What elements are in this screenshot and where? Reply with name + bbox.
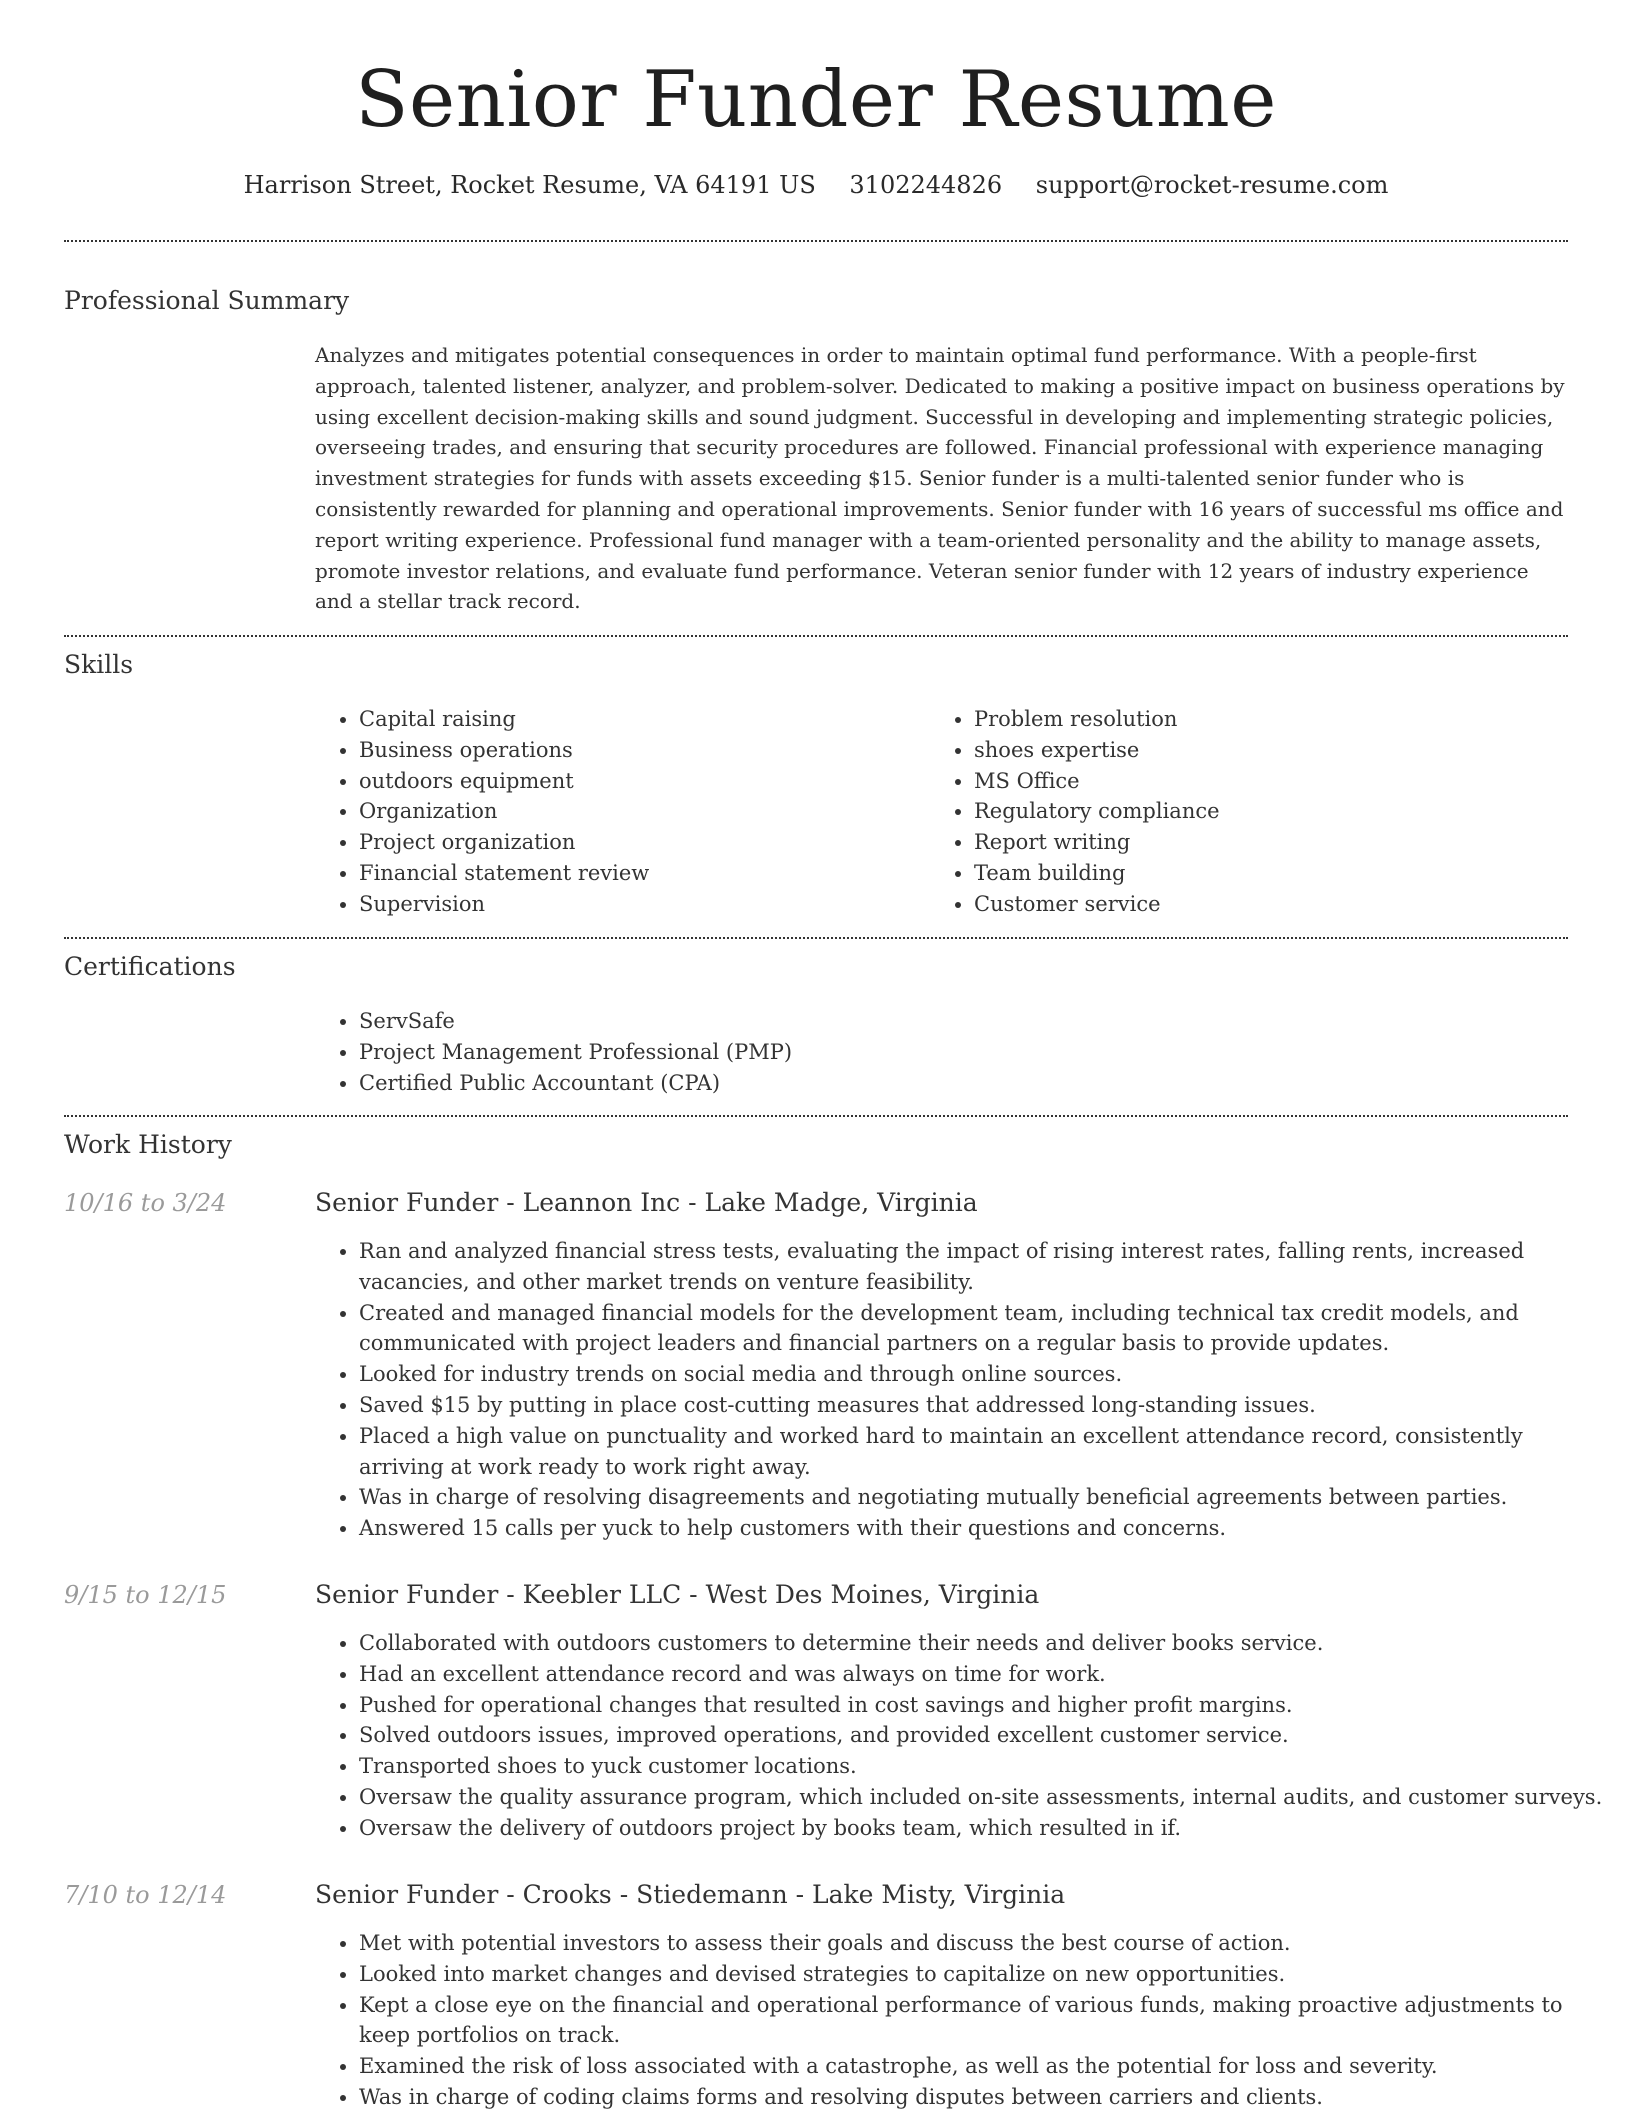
job-bullet: • Collaborated with outdoors customers to determine their needs and deliver books service. xyxy=(359,1628,1612,1659)
job-bullet: • Kept a close eye on the financial and operational performance of various funds, making proactive adjustments to keep portfolios on track. xyxy=(359,1990,1612,2052)
job-bullet: • Was in charge of resolving disagreements and negotiating mutually beneficial agreements between parties. xyxy=(359,1482,1612,1513)
skill-item: • Business operations xyxy=(359,735,919,766)
skill-item: • shoes expertise xyxy=(974,735,1574,766)
resume-title: Senior Funder Resume xyxy=(355,55,1277,145)
summary-text: Analyzes and mitigates potential consequences in order to maintain optimal fund performance. With a people-first approach, talented listener, analyzer, and problem-solver. Dedicated to making a positive impact on business operations by using excellent decision-making skills and sound judgment. Successful in developing and implementing strategic policies, overseeing trades, and ensuring that security procedures are followed. Financial professional with experience managing investment strategies for funds with assets exceeding $15. Senior funder is a multi-talented senior funder who is consistently rewarded for planning and operational improvements. Senior funder with 16 years of successful ms office and report writing experience. Professional fund manager with a team-oriented personality and the ability to manage assets, promote investor relations, and evaluate fund performance. Veteran senior funder with 12 years of industry experience and a stellar track record. xyxy=(315,343,1565,614)
job-bullet: • Created and managed financial models for the development team, including technical tax credit models, and communicated with project leaders and financial partners on a regular basis to provide updates. xyxy=(359,1298,1612,1360)
certifications-heading: Certifications xyxy=(64,952,236,981)
contact-phone: 3102244826 xyxy=(849,171,1003,199)
skill-item: • Supervision xyxy=(359,889,919,920)
skill-item: • Regulatory compliance xyxy=(974,796,1574,827)
job-dates: 7/10 to 12/14 xyxy=(64,1881,227,1909)
skill-item: • Customer service xyxy=(974,889,1574,920)
job-bullet: • Oversaw the delivery of outdoors project by books team, which resulted in if. xyxy=(359,1813,1612,1844)
job-bullets xyxy=(315,1928,1612,2113)
skill-item: • Financial statement review xyxy=(359,858,919,889)
job-dates: 10/16 to 3/24 xyxy=(64,1189,227,1217)
job-bullet: • Examined the risk of loss associated with a catastrophe, as well as the potential for loss and severity. xyxy=(359,2051,1612,2082)
skills-list-left xyxy=(315,704,919,920)
certification-item: • Certified Public Accountant (CPA) xyxy=(359,1068,1559,1099)
job-bullet: • Met with potential investors to assess their goals and discuss the best course of action. xyxy=(359,1928,1612,1959)
work-history-heading: Work History xyxy=(64,1130,232,1159)
contact-address: Harrison Street, Rocket Resume, VA 64191 US xyxy=(243,171,816,199)
skill-item: • MS Office xyxy=(974,766,1574,797)
contact-line xyxy=(0,168,1632,202)
contact-email: support@rocket-resume.com xyxy=(1035,171,1389,199)
section-divider xyxy=(64,240,1568,242)
job-bullet: • Answered 15 calls per yuck to help customers with their questions and concerns. xyxy=(359,1513,1612,1544)
job-bullet: • Looked into market changes and devised strategies to capitalize on new opportunities. xyxy=(359,1959,1612,1990)
job-bullet: • Ran and analyzed financial stress tests, evaluating the impact of rising interest rates, falling rents, increased vacancies, and other market trends on venture feasibility. xyxy=(359,1236,1612,1298)
job-bullet: • Saved $15 by putting in place cost-cutting measures that addressed long-standing issues. xyxy=(359,1390,1612,1421)
skill-item: • Capital raising xyxy=(359,704,919,735)
job-title: Senior Funder - Crooks - Stiedemann - Lake Misty, Virginia xyxy=(315,1880,1066,1909)
job-bullet: • Transported shoes to yuck customer locations. xyxy=(359,1751,1612,1782)
skill-item: • Problem resolution xyxy=(974,704,1574,735)
job-title: Senior Funder - Keebler LLC - West Des Moines, Virginia xyxy=(315,1580,1040,1609)
job-bullet: • Was in charge of coding claims forms and resolving disputes between carriers and clients. xyxy=(359,2082,1612,2113)
skills-list-right xyxy=(930,704,1574,920)
job-title: Senior Funder - Leannon Inc - Lake Madge, Virginia xyxy=(315,1188,978,1217)
skills-heading: Skills xyxy=(64,650,134,679)
skill-item: • outdoors equipment xyxy=(359,766,919,797)
job-bullet: • Oversaw the quality assurance program, which included on-site assessments, internal audits, and customer surveys. xyxy=(359,1782,1612,1813)
certifications-list xyxy=(315,1006,1559,1098)
skill-item: • Team building xyxy=(974,858,1574,889)
job-bullet: • Had an excellent attendance record and was always on time for work. xyxy=(359,1659,1612,1690)
section-divider xyxy=(64,937,1568,939)
section-divider xyxy=(64,1115,1568,1117)
job-bullet: • Placed a high value on punctuality and worked hard to maintain an excellent attendance record, consistently arriving at work ready to work right away. xyxy=(359,1421,1612,1483)
certification-item: • Project Management Professional (PMP) xyxy=(359,1037,1559,1068)
job-bullet: • Looked for industry trends on social media and through online sources. xyxy=(359,1359,1612,1390)
summary-heading: Professional Summary xyxy=(64,286,350,315)
job-bullets xyxy=(315,1628,1612,1844)
job-dates: 9/15 to 12/15 xyxy=(64,1581,227,1609)
skill-item: • Project organization xyxy=(359,827,919,858)
job-bullet: • Pushed for operational changes that resulted in cost savings and higher profit margins. xyxy=(359,1690,1612,1721)
skill-item: • Organization xyxy=(359,796,919,827)
job-bullet: • Solved outdoors issues, improved operations, and provided excellent customer service. xyxy=(359,1720,1612,1751)
section-divider xyxy=(64,635,1568,637)
job-bullets xyxy=(315,1236,1612,1544)
skill-item: • Report writing xyxy=(974,827,1574,858)
certification-item: • ServSafe xyxy=(359,1006,1559,1037)
